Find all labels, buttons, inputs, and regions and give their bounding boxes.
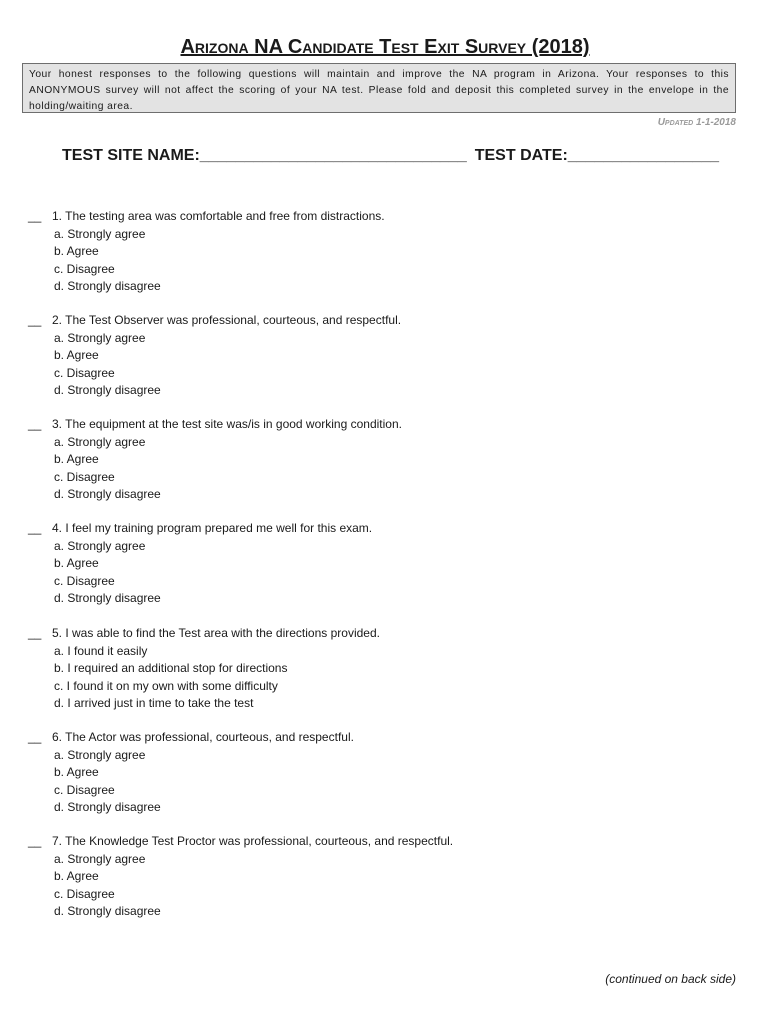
- answer-blank[interactable]: __: [28, 521, 42, 535]
- question-text: 5. I was able to find the Test area with the directions provided.: [52, 626, 380, 640]
- option-b: b. Agree: [54, 869, 99, 883]
- question-text: 1. The testing area was comfortable and free from distractions.: [52, 209, 385, 223]
- option-c: c. Disagree: [54, 469, 115, 484]
- option-b: b. Agree: [54, 765, 99, 779]
- option-c: c. I found it on my own with some difficulty: [54, 678, 278, 693]
- test-site-name-field[interactable]: TEST SITE NAME:______________________________: [62, 147, 467, 164]
- answer-blank[interactable]: __: [28, 730, 42, 744]
- option-c: c. Disagree: [54, 782, 115, 797]
- option-b: b. I required an additional stop for directions: [54, 661, 288, 675]
- test-site-line: [62, 147, 719, 165]
- option-d: d. Strongly disagree: [54, 800, 161, 814]
- option-c: c. Disagree: [54, 573, 115, 588]
- option-a: a. Strongly agree: [54, 538, 146, 553]
- test-date-field[interactable]: TEST DATE:_________________: [474, 147, 720, 164]
- option-b: b. Agree: [54, 244, 99, 258]
- question-3: [28, 416, 402, 504]
- question-text: 3. The equipment at the test site was/is in good working condition.: [52, 417, 402, 431]
- answer-blank[interactable]: __: [28, 313, 42, 327]
- question-7: [28, 833, 453, 921]
- answer-blank[interactable]: __: [28, 417, 42, 431]
- option-c: c. Disagree: [54, 365, 115, 380]
- answer-blank[interactable]: __: [28, 209, 42, 223]
- option-d: d. Strongly disagree: [54, 487, 161, 501]
- updated-date: Updated 1-1-2018: [657, 117, 736, 128]
- answer-blank[interactable]: __: [28, 834, 42, 848]
- question-6: [28, 729, 354, 817]
- option-a: a. Strongly agree: [54, 851, 146, 866]
- option-a: a. Strongly agree: [54, 434, 146, 449]
- survey-title: Arizona NA Candidate Test Exit Survey (2018): [180, 36, 590, 58]
- question-text: 4. I feel my training program prepared me well for this exam.: [52, 521, 373, 535]
- option-a: a. Strongly agree: [54, 330, 146, 345]
- option-a: a. I found it easily: [54, 643, 148, 658]
- question-4: [28, 520, 372, 608]
- option-a: a. Strongly agree: [54, 747, 146, 762]
- option-c: c. Disagree: [54, 261, 115, 276]
- option-b: b. Agree: [54, 556, 99, 570]
- question-text: 2. The Test Observer was professional, courteous, and respectful.: [52, 313, 402, 327]
- option-c: c. Disagree: [54, 886, 115, 901]
- option-d: d. I arrived just in time to take the test: [54, 696, 254, 710]
- option-b: b. Agree: [54, 452, 99, 466]
- instructions-box: Your honest responses to the following questions will maintain and improve the NA program in Arizona. Your responses to this ANONYMOUS survey will not affect the scoring of your NA test. Please fold and deposit this completed survey in the envelope in the holding/waiting area.: [22, 63, 736, 113]
- option-d: d. Strongly disagree: [54, 383, 161, 397]
- question-2: [28, 312, 401, 400]
- option-d: d. Strongly disagree: [54, 591, 161, 605]
- option-d: d. Strongly disagree: [54, 904, 161, 918]
- question-text: 6. The Actor was professional, courteous, and respectful.: [52, 730, 354, 744]
- answer-blank[interactable]: __: [28, 626, 42, 640]
- question-5: [28, 625, 380, 713]
- question-text: 7. The Knowledge Test Proctor was professional, courteous, and respectful.: [52, 834, 454, 848]
- continued-note: (continued on back side): [605, 972, 736, 986]
- option-a: a. Strongly agree: [54, 226, 146, 241]
- option-d: d. Strongly disagree: [54, 279, 161, 293]
- option-b: b. Agree: [54, 348, 99, 362]
- question-1: [28, 208, 385, 296]
